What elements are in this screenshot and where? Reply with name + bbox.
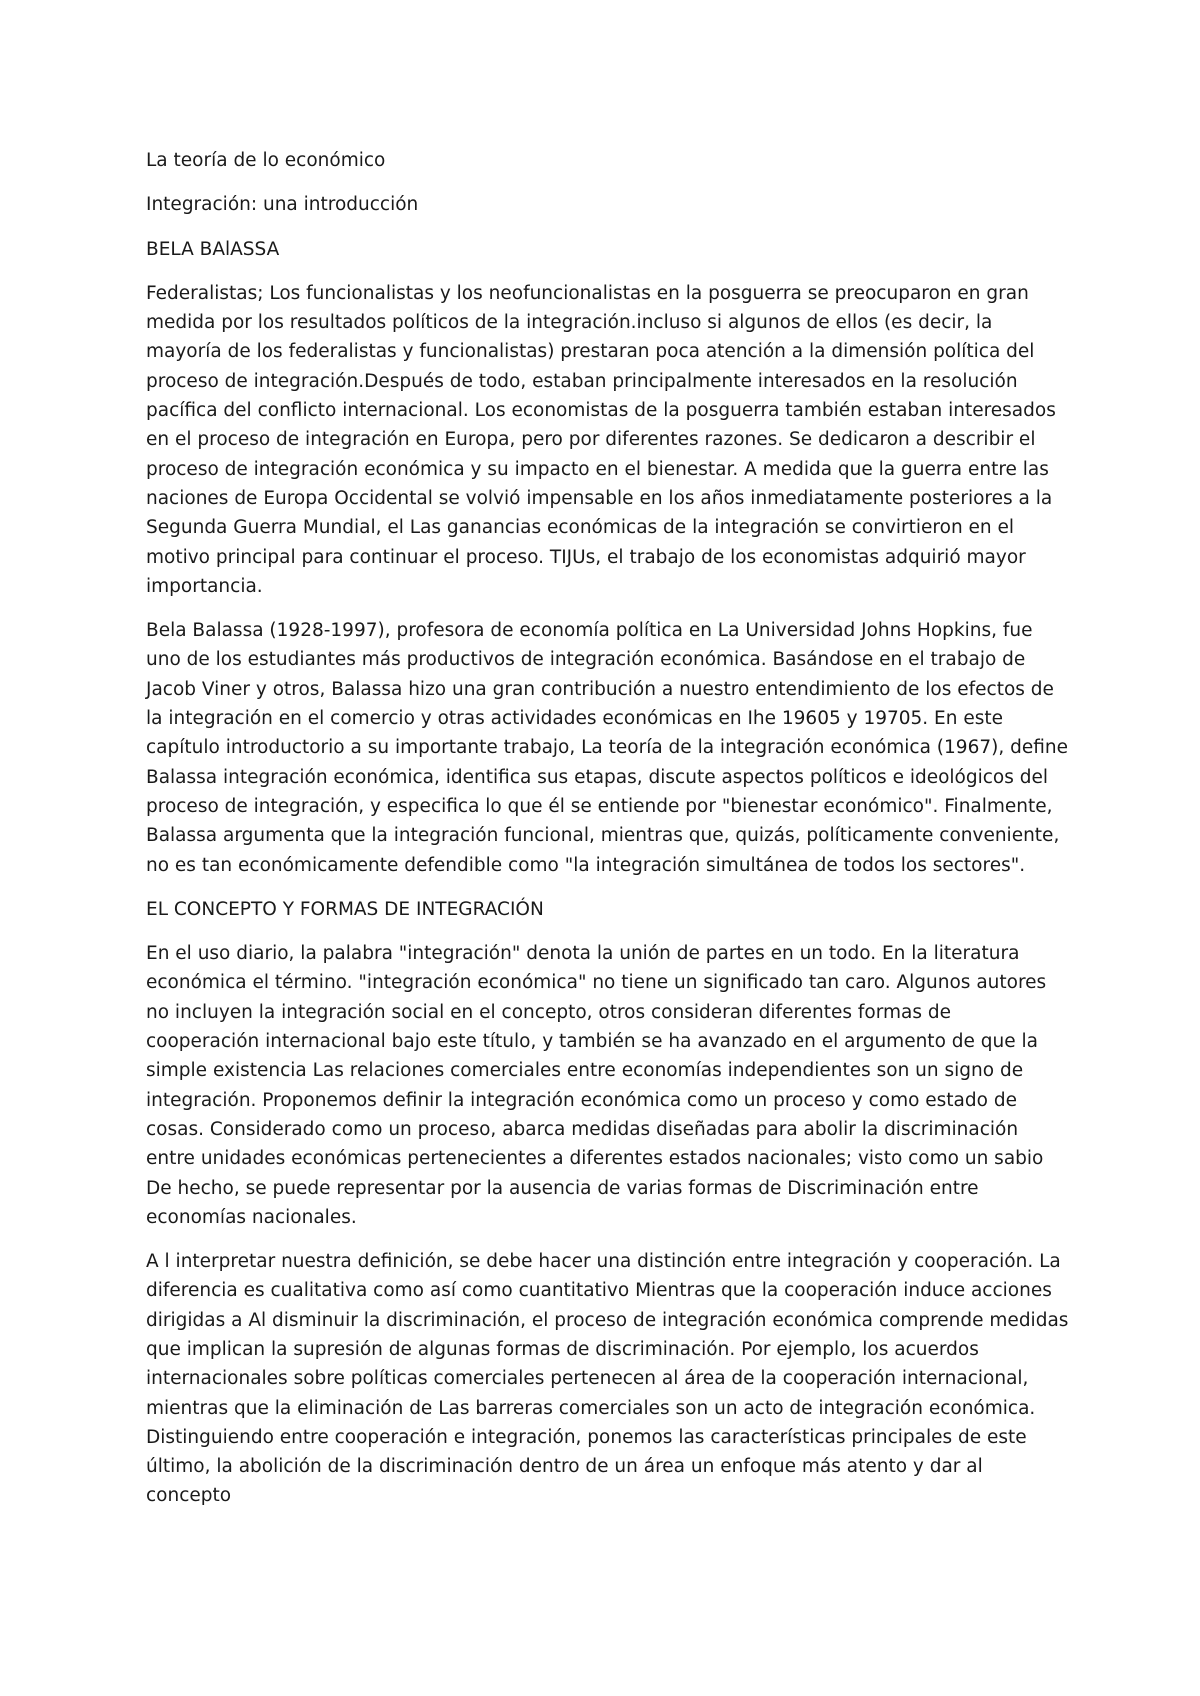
paragraph-uso-diario: En el uso diario, la palabra "integración" denota la unión de partes en un todo. En la literatura económica el término. "integración económica" no tiene un significado tan caro. Algunos autores no incluyen la integración social en el concepto, otros consideran diferentes formas de cooperación internacional bajo este título, y también se ha avanzado en el argumento de que la simple existencia Las relaciones comerciales entre economías independientes son un signo de integración. Proponemos definir la integración económica como un proceso y como estado de cosas. Considerado como un proceso, abarca medidas diseñadas para abolir la discriminación entre unidades económicas pertenecientes a diferentes estados nacionales; visto como un sabio De hecho, se puede representar por la ausencia de varias formas de Discriminación entre economías nacionales. — [146, 943, 1047, 1228]
document-title: La teoría de lo económico — [146, 150, 386, 171]
section-heading: EL CONCEPTO Y FORMAS DE INTEGRACIÓN — [146, 898, 544, 920]
paragraph-federalistas: Federalistas; Los funcionalistas y los neofuncionalistas en la posguerra se preocuparon en gran medida por los resultados políticos de la integración.incluso si algunos de ellos (es decir, la mayoría de los federalistas y funcionalistas) prestaran poca atención a la dimensión política del proceso de integración.Después de todo, estaban principalmente interesados en la resolución pacífica del conflicto internacional. Los economistas de la posguerra también estaban interesados en el proceso de integración en Europa, pero por diferentes razones. Se dedicaron a describir el proceso de integración económica y su impacto en el bienestar. A medida que la guerra entre las naciones de Europa Occidental se volvió impensable en los años inmediatamente posteriores a la Segunda Guerra Mundial, el Las ganancias económicas de la integración se convirtieron en el motivo principal para continuar el proceso. TIJUs, el trabajo de los economistas adquirió mayor importancia. — [146, 282, 1056, 597]
document-page — [146, 146, 1070, 1526]
document-subtitle: Integración: una introducción — [146, 194, 419, 216]
paragraph-bela-balassa: Bela Balassa (1928-1997), profesora de economía política en La Universidad Johns Hopkins, fue uno de los estudiantes más productivos de integración económica. Basándose en el trabajo de Jacob Viner y otros, Balassa hizo una gran contribución a nuestro entendimiento de los efectos de la integración en el comercio y otras actividades económicas en Ihe 19605 y 19705. En este capítulo introductorio a su importante trabajo, La teoría de la integración económica (1967), define Balassa integración económica, identifica sus etapas, discute aspectos políticos e ideológicos del proceso de integración, y especifica lo que él se entiende por "bienestar económico". Finalmente, Balassa argumenta que la integración funcional, mientras que, quizás, políticamente conveniente, no es tan económicamente defendible como "la integración simultánea de todos los sectores". — [146, 620, 1068, 876]
paragraph-interpretar: A l interpretar nuestra definición, se debe hacer una distinción entre integración y cooperación. La diferencia es cualitativa como así como cuantitativo Mientras que la cooperación induce acciones dirigidas a Al disminuir la discriminación, el proceso de integración económica comprende medidas que implican la supresión de algunas formas de discriminación. Por ejemplo, los acuerdos internacionales sobre políticas comerciales pertenecen al área de la cooperación internacional, mientras que la eliminación de Las barreras comerciales son un acto de integración económica. Distinguiendo entre cooperación e integración, ponemos las características principales de este último, la abolición de la discriminación dentro de un área un enfoque más atento y dar al concepto — [146, 1251, 1069, 1507]
document-author: BELA BAlASSA — [146, 238, 280, 260]
